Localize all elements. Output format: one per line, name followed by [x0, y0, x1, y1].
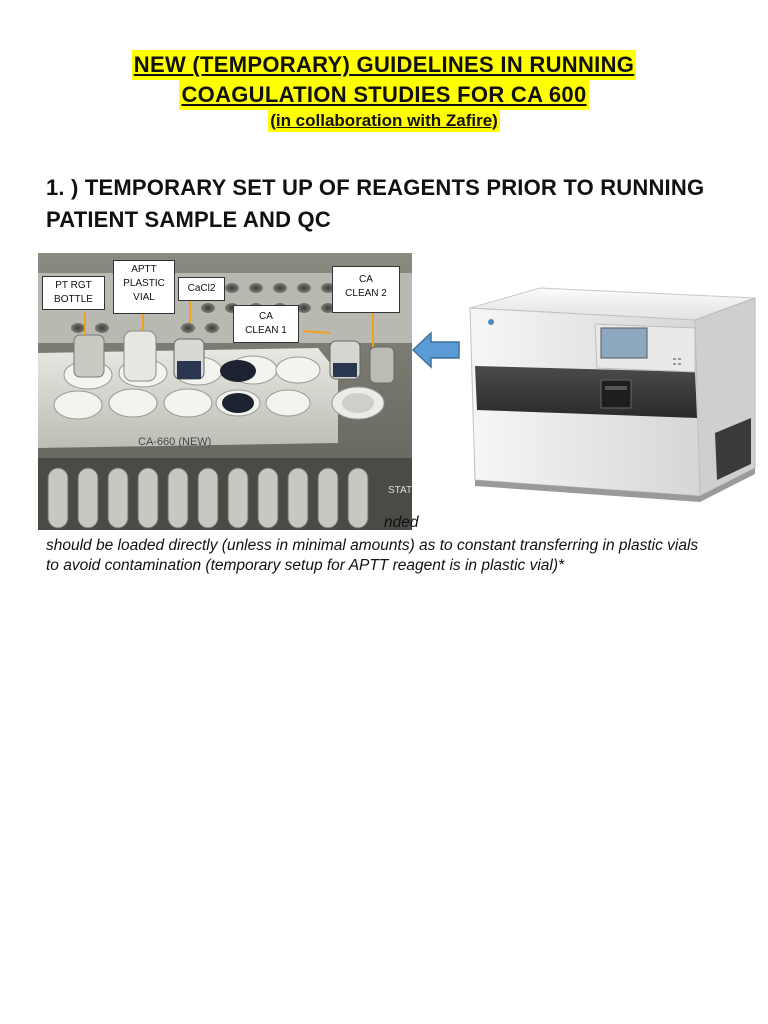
section-heading: 1. ) TEMPORARY SET UP OF REAGENTS PRIOR TO RUNNING PATIENT SAMPLE AND QC [46, 175, 705, 232]
document-title [0, 50, 768, 132]
label-aptt-line-1: APTT [131, 264, 157, 275]
ca-600-analyzer-image [455, 268, 760, 530]
note-partial-text: nded [384, 514, 419, 531]
stat-text: STAT [388, 485, 412, 496]
label-pt-rgt-bottle [42, 276, 105, 310]
label-cacl2-text: CaCl2 [187, 283, 216, 294]
title-subtitle: (in collaboration with Zafire) [270, 111, 498, 130]
label-ca-clean-1-line-2: CLEAN 1 [245, 325, 287, 336]
label-aptt-plastic-vial [113, 260, 175, 314]
label-ca-clean-1 [233, 305, 299, 343]
rack-text: CA-660 (NEW) [138, 436, 212, 448]
label-aptt-line-3: VIAL [133, 292, 155, 303]
label-ca-clean-1-line-1: CA [259, 311, 273, 322]
note-paragraph: should be loaded directly (unless in minimal amounts) as to constant transferring in plastic vials to avoid contamination (temporary setup for APTT reagent is in plastic vial)* [46, 537, 699, 574]
title-line-2: COAGULATION STUDIES FOR CA 600 [179, 80, 588, 110]
label-cacl2 [178, 277, 225, 301]
label-ca-clean-2-line-1: CA [359, 274, 373, 285]
label-ca-clean-2 [332, 266, 400, 313]
label-pt-rgt-line-2: BOTTLE [54, 294, 93, 305]
title-line-1: NEW (TEMPORARY) GUIDELINES IN RUNNING [132, 50, 636, 80]
left-arrow-icon [411, 330, 461, 370]
label-aptt-line-2: PLASTIC [123, 278, 165, 289]
label-ca-clean-2-line-2: CLEAN 2 [345, 288, 387, 299]
reagent-rack-photo [38, 253, 412, 530]
note-partial-line [46, 514, 706, 532]
label-pt-rgt-line-1: PT RGT [55, 280, 92, 291]
